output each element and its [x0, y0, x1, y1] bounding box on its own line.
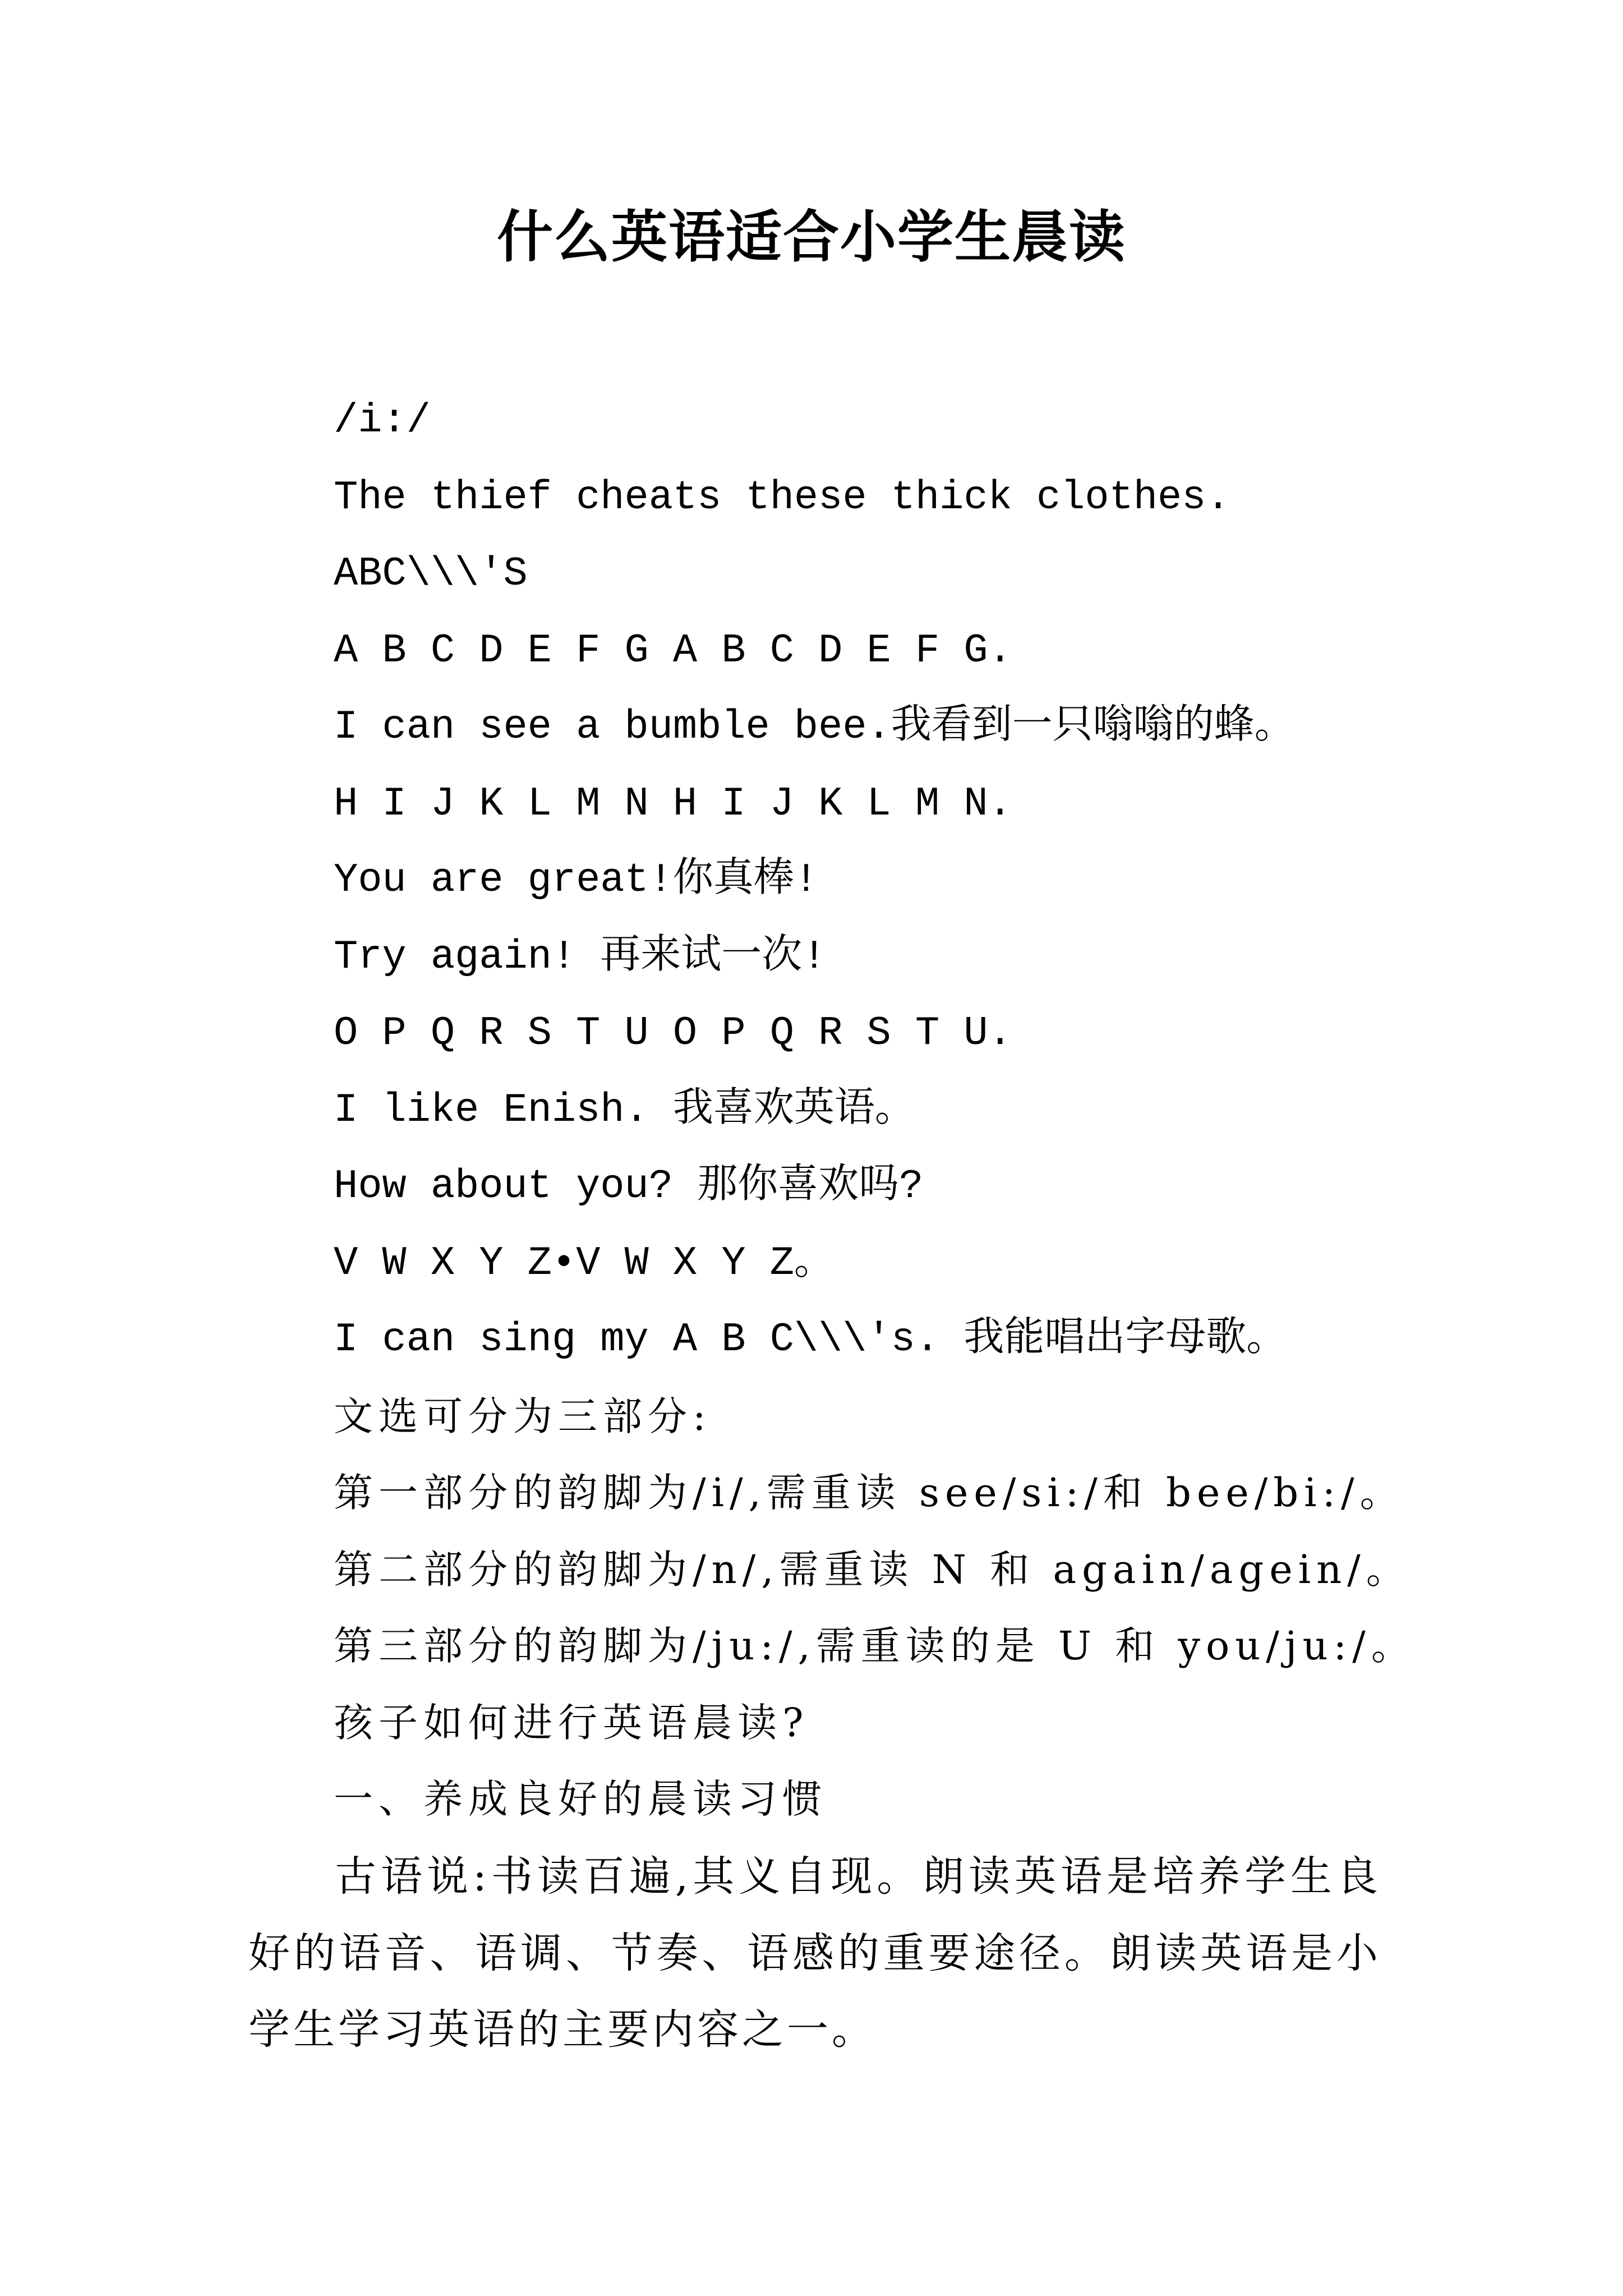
- body-line: V W X Y Z•V W X Y Z。: [334, 1240, 834, 1286]
- document-title: 什么英语适合小学生晨读: [497, 204, 1126, 270]
- body-line: Try again! 再来试一次!: [334, 933, 827, 980]
- body-line: 第二部分的韵脚为/n/,需重读 N 和 again/agein/。: [334, 1546, 1411, 1593]
- body-line: I can sing my A B C\\\'s. 我能唱出字母歌。: [334, 1317, 1287, 1363]
- body-line: A B C D E F G A B C D E F G.: [334, 627, 1012, 674]
- body-line: 文选可分为三部分:: [334, 1393, 712, 1439]
- body-line: 第三部分的韵脚为/ju:/,需重读的是 U 和 you/ju:/。: [334, 1623, 1416, 1669]
- body-line: O P Q R S T U O P Q R S T U.: [334, 1010, 1012, 1056]
- body-lines: [334, 383, 1416, 1838]
- body-line: 一、养成良好的晨读习惯: [334, 1776, 827, 1822]
- body-line: The thief cheats these thick clothes.: [334, 474, 1230, 521]
- body-line: ABC\\\'S: [334, 551, 528, 597]
- body-line: H I J K L M N H I J K L M N.: [334, 780, 1012, 827]
- body-line: /i:/: [334, 398, 431, 444]
- body-line: How about you? 那你喜欢吗?: [334, 1163, 924, 1209]
- body-line: I like Enish. 我喜欢英语。: [334, 1087, 915, 1133]
- body-line: 第一部分的韵脚为/i/,需重读 see/si:/和 bee/bi:/。: [334, 1470, 1405, 1516]
- body-line: 孩子如何进行英语晨读?: [334, 1699, 809, 1746]
- body-line: I can see a bumble bee.我看到一只嗡嗡的蜂。: [334, 704, 1295, 750]
- body-line: You are great!你真棒!: [334, 857, 819, 903]
- body-paragraph: 古语说:书读百遍,其义自现。朗读英语是培养学生良好的语音、语调、节奏、语感的重要途径。朗读英语是小学生学习英语的主要内容之一。: [248, 1852, 1381, 2054]
